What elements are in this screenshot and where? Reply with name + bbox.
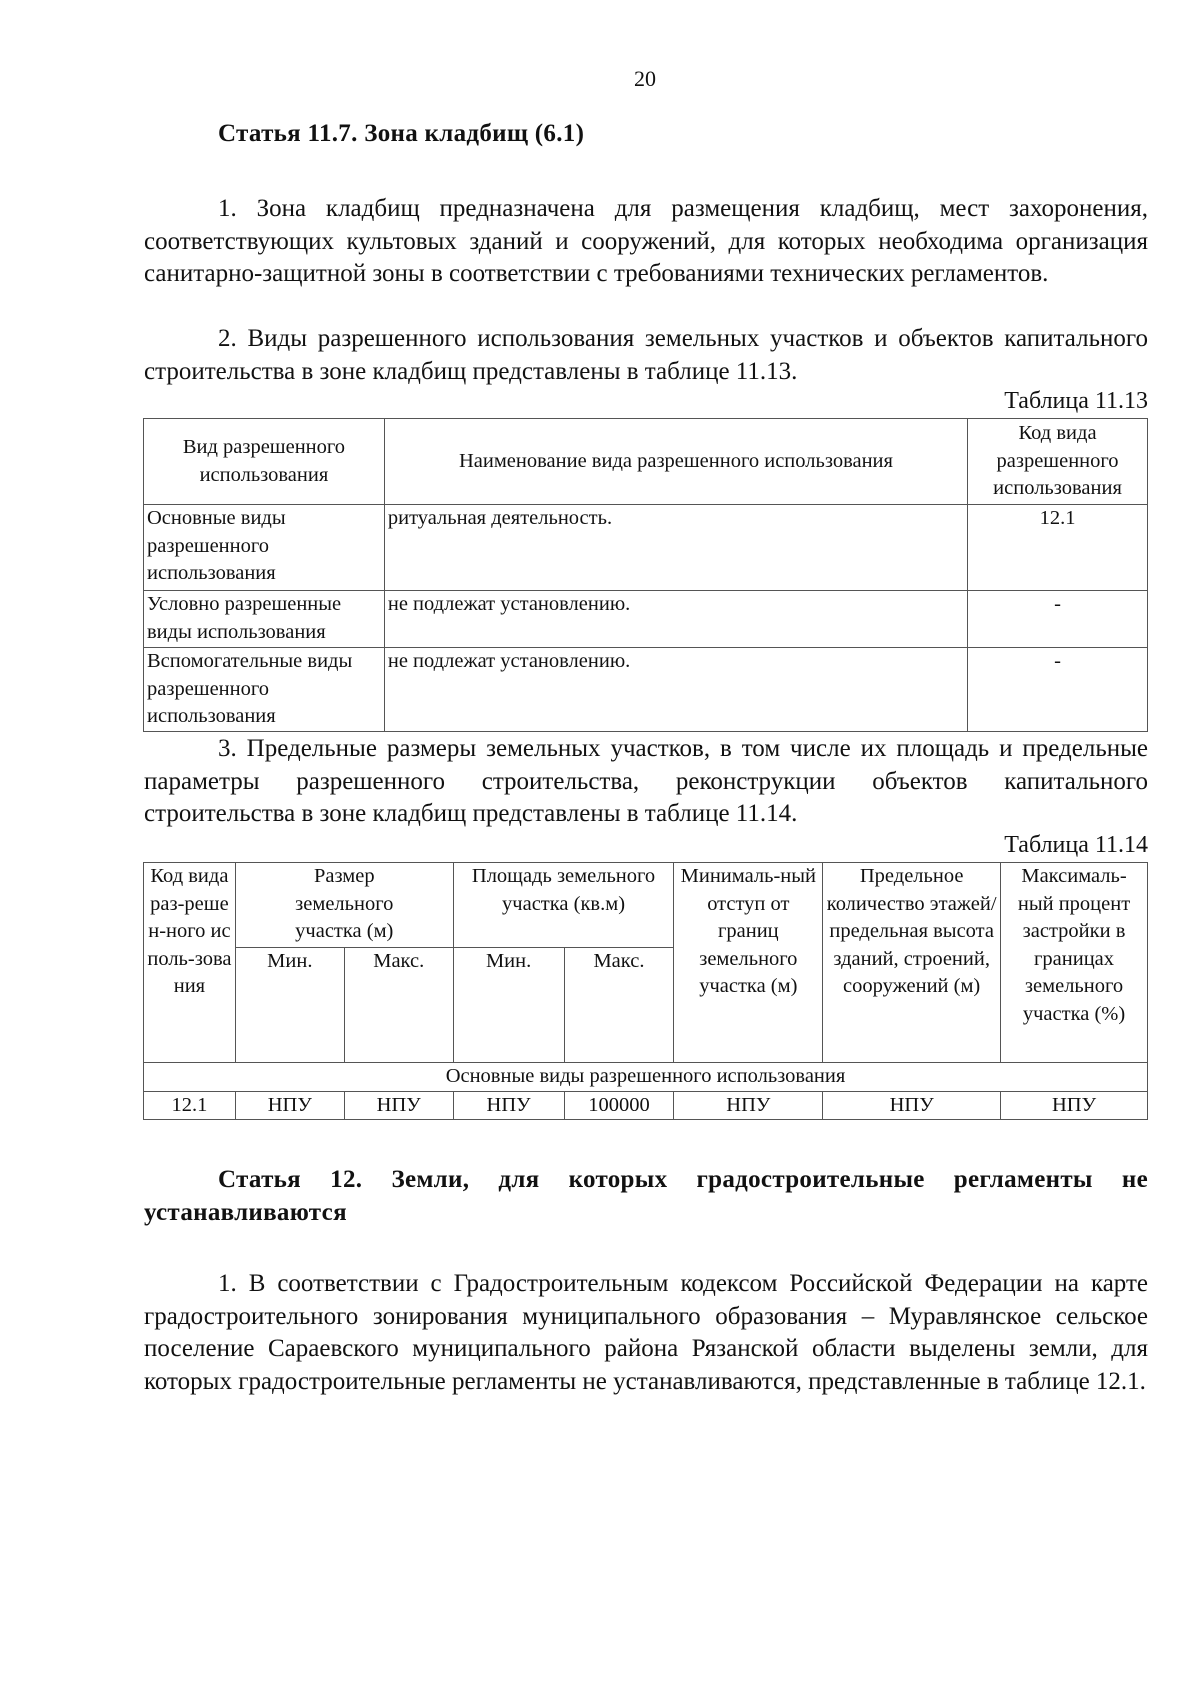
- table-11-14-header-area: Площадь земельного участка (кв.м): [453, 863, 674, 948]
- table-cell-code: 12.1: [968, 505, 1148, 591]
- table-row: [144, 1091, 1148, 1120]
- table-cell-offset: НПУ: [674, 1091, 823, 1120]
- table-11-14: [143, 862, 1148, 1120]
- table-11-14-header-percent: Максималь-ный процент застройки в границах земельного участка (%): [1001, 863, 1148, 1063]
- table-cell-code: 12.1: [144, 1091, 236, 1120]
- table-11-14-header-size: Размер земельного участка (м): [235, 863, 453, 948]
- table-cell-type: Основные виды разрешенного использования: [144, 505, 385, 591]
- table-row: [144, 591, 1148, 648]
- table-11-13-caption: Таблица 11.13: [1004, 388, 1148, 414]
- article-11-7-paragraph-1: 1. Зона кладбищ предназначена для размещения кладбищ, мест захоронения, соответствующих культовых зданий и сооружений, для которых необходима организация санитарно-защитной зоны в соответствии с требованиями технических регламентов.: [144, 195, 1148, 287]
- table-cell-name: ритуальная деятельность.: [384, 505, 967, 591]
- table-cell-type: Вспомогательные виды разрешенного использования: [144, 648, 385, 732]
- table-11-14-caption: Таблица 11.14: [1004, 832, 1148, 858]
- table-row: [144, 648, 1148, 732]
- article-11-7-paragraph-3: 3. Предельные размеры земельных участков, в том числе их площадь и предельные параметры разрешенного строительства, реконструкции объектов капитального строительства в зоне кладбищ представлены в таблице 11.14.: [144, 735, 1148, 827]
- table-row: [144, 505, 1148, 591]
- table-cell-code: -: [968, 648, 1148, 732]
- table-11-13-header-code: Код вида разрешенного использования: [968, 419, 1148, 505]
- table-cell-size-max: НПУ: [344, 1091, 453, 1120]
- table-cell-name: не подлежат установлению.: [384, 591, 967, 648]
- table-cell-area-min: НПУ: [453, 1091, 564, 1120]
- table-11-14-header-size-max: Макс.: [344, 948, 453, 1063]
- table-11-13-header-type: Вид разрешенного использования: [144, 419, 385, 505]
- table-11-14-header-offset: Минималь-ный отступ от границ земельного участка (м): [674, 863, 823, 1063]
- table-cell-size-min: НПУ: [235, 1091, 344, 1120]
- article-11-7-title: Статья 11.7. Зона кладбищ (6.1): [218, 120, 585, 147]
- page-number: 20: [634, 66, 656, 91]
- table-cell-code: -: [968, 591, 1148, 648]
- table-11-14-header-area-min: Мин.: [453, 948, 564, 1063]
- table-cell-name: не подлежат установлению.: [384, 648, 967, 732]
- table-11-13-header-name: Наименование вида разрешенного использования: [384, 419, 967, 505]
- article-11-7-paragraph-2: 2. Виды разрешенного использования земельных участков и объектов капитального строительства в зоне кладбищ представлены в таблице 11.13.: [144, 325, 1148, 385]
- table-cell-floors: НПУ: [823, 1091, 1001, 1120]
- table-11-14-header-floors: Предельное количество этажей/ предельная высота зданий, строений, сооружений (м): [823, 863, 1001, 1063]
- table-11-14-section-label: Основные виды разрешенного использования: [144, 1063, 1148, 1092]
- article-12-title: Статья 12. Земли, для которых градостроительные регламенты не устанавливаются: [144, 1166, 1148, 1226]
- table-cell-percent: НПУ: [1001, 1091, 1148, 1120]
- table-cell-area-max: 100000: [564, 1091, 674, 1120]
- article-12-paragraph-1: 1. В соответствии с Градостроительным кодексом Российской Федерации на карте градостроительного зонирования муниципального образования – Муравлянское сельское поселение Сараевского муниципального района Рязанской области выделены земли, для которых градостроительные регламенты не устанавливаются, представленные в таблице 12.1.: [144, 1270, 1148, 1395]
- table-11-14-header-code: Код вида раз-решен-ного исполь-зования: [144, 863, 236, 1063]
- table-11-14-header-size-min: Мин.: [235, 948, 344, 1063]
- table-11-14-header-area-max: Макс.: [564, 948, 674, 1063]
- table-11-13: [143, 418, 1148, 732]
- table-cell-type: Условно разрешенные виды использования: [144, 591, 385, 648]
